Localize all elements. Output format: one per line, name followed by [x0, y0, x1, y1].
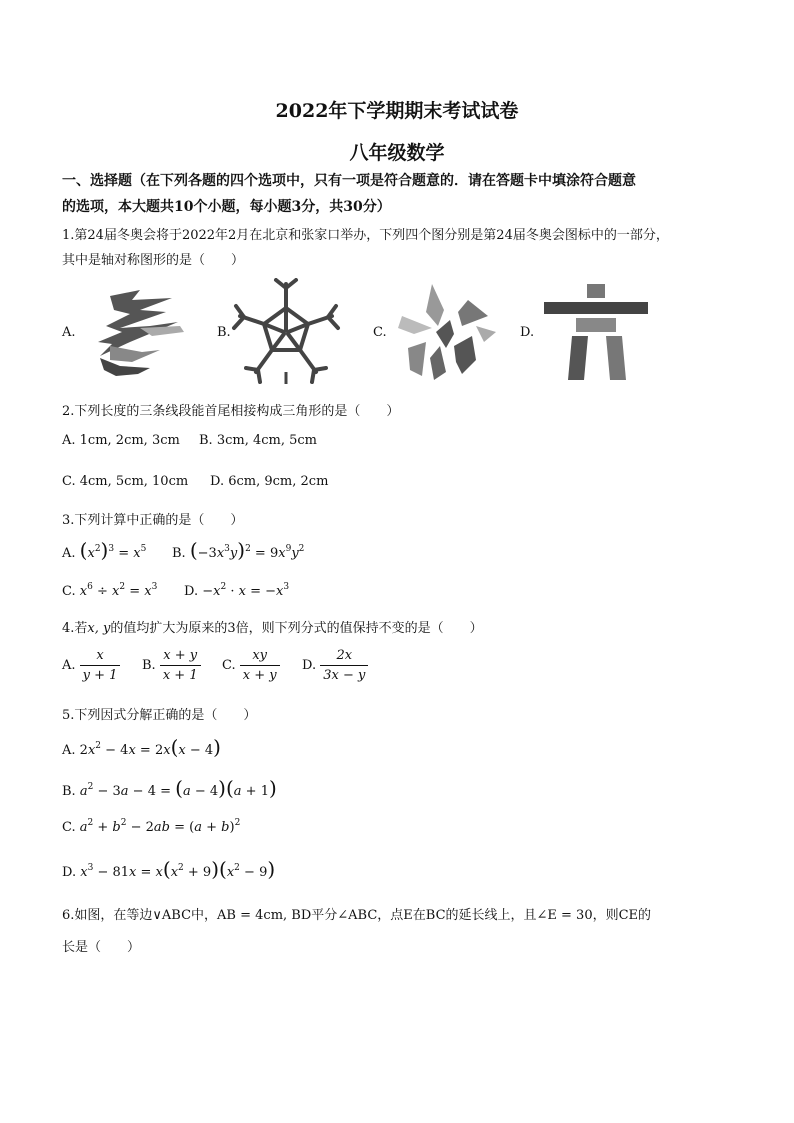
q4-option-d: D. $\frac{2x}{3x - y}$: [302, 648, 368, 683]
q3-stem: 3.下列计算中正确的是（ ）: [62, 513, 244, 528]
q4-option-c: C. $\frac{xy}{x + y}$: [222, 648, 280, 683]
q1-stem-line2: 其中是轴对称图形的是（ ）: [62, 253, 245, 268]
q6-stem-line2: 长是（ ）: [62, 940, 141, 955]
emblem-b-image: [228, 278, 344, 386]
emblem-d-image: [540, 284, 656, 384]
q4-stem: 4.若x, y的值均扩大为原来的3倍，则下列分式的值保持不变的是（ ）: [62, 621, 483, 636]
q4-option-b: B. $\frac{x + y}{x + 1}$: [142, 648, 201, 683]
q4-variables: x, y: [87, 621, 111, 636]
q1-option-b-label: B.: [217, 325, 231, 340]
emblem-a-image: [80, 282, 192, 387]
q2-option-c: C. 4cm, 5cm, 10cm: [62, 474, 189, 489]
q3-option-d: D. $-x^2 \cdot x = -x^3$: [184, 582, 290, 599]
q5-option-a: A. $2x^2 - 4x = 2x(x - 4)$: [62, 735, 221, 759]
emblem-c-image: [392, 276, 500, 388]
q3-option-b: B. $(-3x^3y)^2 = 9x^9y^2$: [172, 538, 305, 562]
q1-option-d-label: D.: [520, 325, 535, 340]
q2-option-a: A. 1cm, 2cm, 3cm: [62, 433, 180, 448]
q5-stem: 5.下列因式分解正确的是（ ）: [62, 708, 257, 723]
q1-option-c-label: C.: [373, 325, 387, 340]
q5-option-d: D. $x^3 - 81x = x(x^2 + 9)(x^2 - 9)$: [62, 857, 276, 881]
q1-option-a-label: A.: [62, 325, 76, 340]
q2-option-d: D. 6cm, 9cm, 2cm: [210, 474, 329, 489]
q5-option-c: C. $a^2 + b^2 - 2ab = (a + b)^2$: [62, 818, 241, 835]
q2-stem: 2.下列长度的三条线段能首尾相接构成三角形的是（ ）: [62, 404, 400, 419]
q6-stem-line1: 6.如图，在等边∨ABC中，AB = 4cm, BD平分∠ABC，点E在BC的延长线上，且∠E = 30，则CE的: [62, 908, 652, 923]
q2-option-b: B. 3cm, 4cm, 5cm: [199, 433, 317, 448]
q3-option-a: A. $(x^2)^3 = x^5$: [62, 538, 147, 562]
q4-option-a: A. $\frac{x}{y + 1}$: [62, 648, 120, 683]
page-title: 2022年下学期期末考试试卷: [275, 100, 519, 122]
q3-option-c: C. $x^6 \div x^2 = x^3$: [62, 582, 158, 599]
section-heading-line2: 的选项，本大题共10个小题，每小题3分，共30分）: [62, 199, 391, 215]
q5-option-b: B. $a^2 - 3a - 4 = (a - 4)(a + 1)$: [62, 776, 277, 800]
page-subtitle: 八年级数学: [349, 142, 445, 164]
q1-stem-line1: 1.第24届冬奥会将于2022年2月在北京和张家口举办，下列四个图分别是第24届冬奥会图标中的一部分，: [62, 228, 669, 243]
section-heading-line1: 一、选择题（在下列各题的四个选项中，只有一项是符合题意的．请在答题卡中填涂符合题意: [62, 173, 636, 189]
